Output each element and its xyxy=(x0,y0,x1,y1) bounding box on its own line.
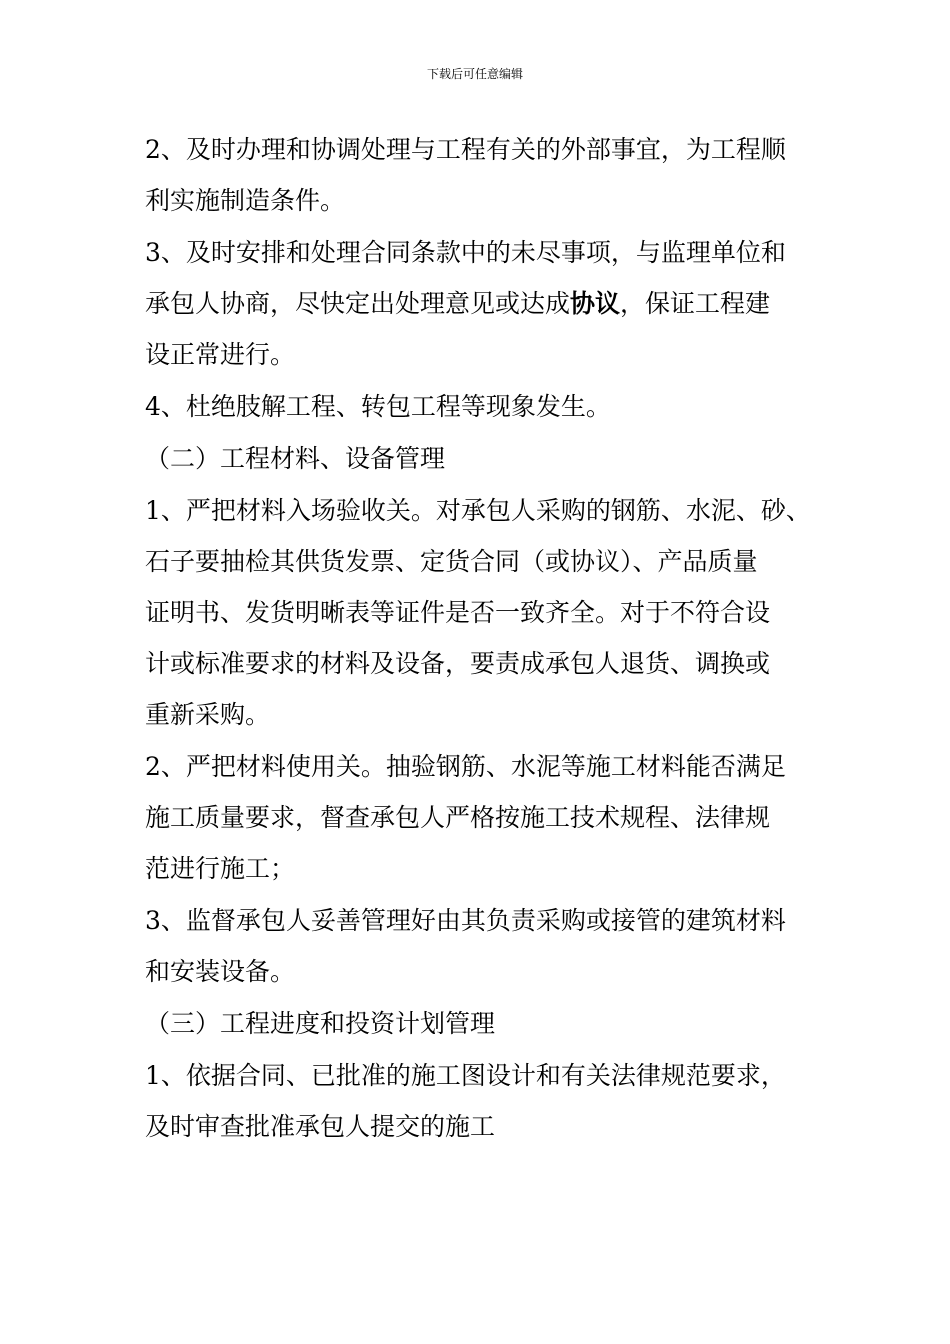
text-line: 证明书、发货明晰表等证件是否一致齐全。对于不符合设 xyxy=(145,598,771,627)
text-line: 及时审查批准承包人提交的施工 xyxy=(145,1112,496,1141)
text-line: 施工质量要求，督查承包人严格按施工技术规程、法律规 xyxy=(145,803,771,832)
text-line: 3、监督承包人妥善管理好由其负责采购或接管的建筑材料 xyxy=(145,906,786,935)
page-header: 下载后可任意编辑 xyxy=(426,67,523,81)
text-line: 利实施制造条件。 xyxy=(145,186,346,215)
text-line: 2、严把材料使用关。抽验钢筋、水泥等施工材料能否满足 xyxy=(145,752,786,781)
text-line: 石子要抽检其供货发票、定货合同（或协议）、产品质量 xyxy=(145,547,758,576)
text-line: 和安装设备。 xyxy=(145,957,296,986)
paragraph-material-usage xyxy=(145,741,845,894)
text-line: 1、依据合同、已批准的施工图设计和有关法律规范要求， xyxy=(145,1061,786,1090)
text-line xyxy=(145,278,845,329)
paragraph-plan-review xyxy=(145,1050,845,1152)
heading-text: （二）工程材料、设备管理 xyxy=(145,444,446,473)
paragraph-material-acceptance xyxy=(145,485,845,740)
text-line: 范进行施工； xyxy=(145,854,296,883)
heading-text: （三）工程进度和投资计划管理 xyxy=(145,1009,496,1038)
text-segment: ，保证工程建 xyxy=(620,289,771,318)
text-line: 4、杜绝肢解工程、转包工程等现象发生。 xyxy=(145,392,611,421)
section-heading-schedule xyxy=(145,998,845,1049)
text-line: 1、严把材料入场验收关。对承包人采购的钢筋、水泥、砂、 xyxy=(145,496,811,525)
text-line: 计或标准要求的材料及设备，要责成承包人退货、调换或 xyxy=(145,649,771,678)
section-heading-materials xyxy=(145,433,845,484)
paragraph-material-custody xyxy=(145,895,845,997)
paragraph-no-subcontract xyxy=(145,381,845,432)
document-body xyxy=(145,124,845,1153)
text-segment: 承包人协商，尽快定出处理意见或达成 xyxy=(145,289,571,318)
paragraph-external-affairs xyxy=(145,124,845,226)
paragraph-contract-terms xyxy=(145,227,845,380)
text-line: 设正常进行。 xyxy=(145,340,296,369)
text-line: 重新采购。 xyxy=(145,700,271,729)
text-line: 2、及时办理和协调处理与工程有关的外部事宜，为工程顺 xyxy=(145,135,786,164)
bold-term-agreement: 协议 xyxy=(570,289,621,318)
text-line: 3、及时安排和处理合同条款中的未尽事项，与监理单位和 xyxy=(145,238,786,267)
